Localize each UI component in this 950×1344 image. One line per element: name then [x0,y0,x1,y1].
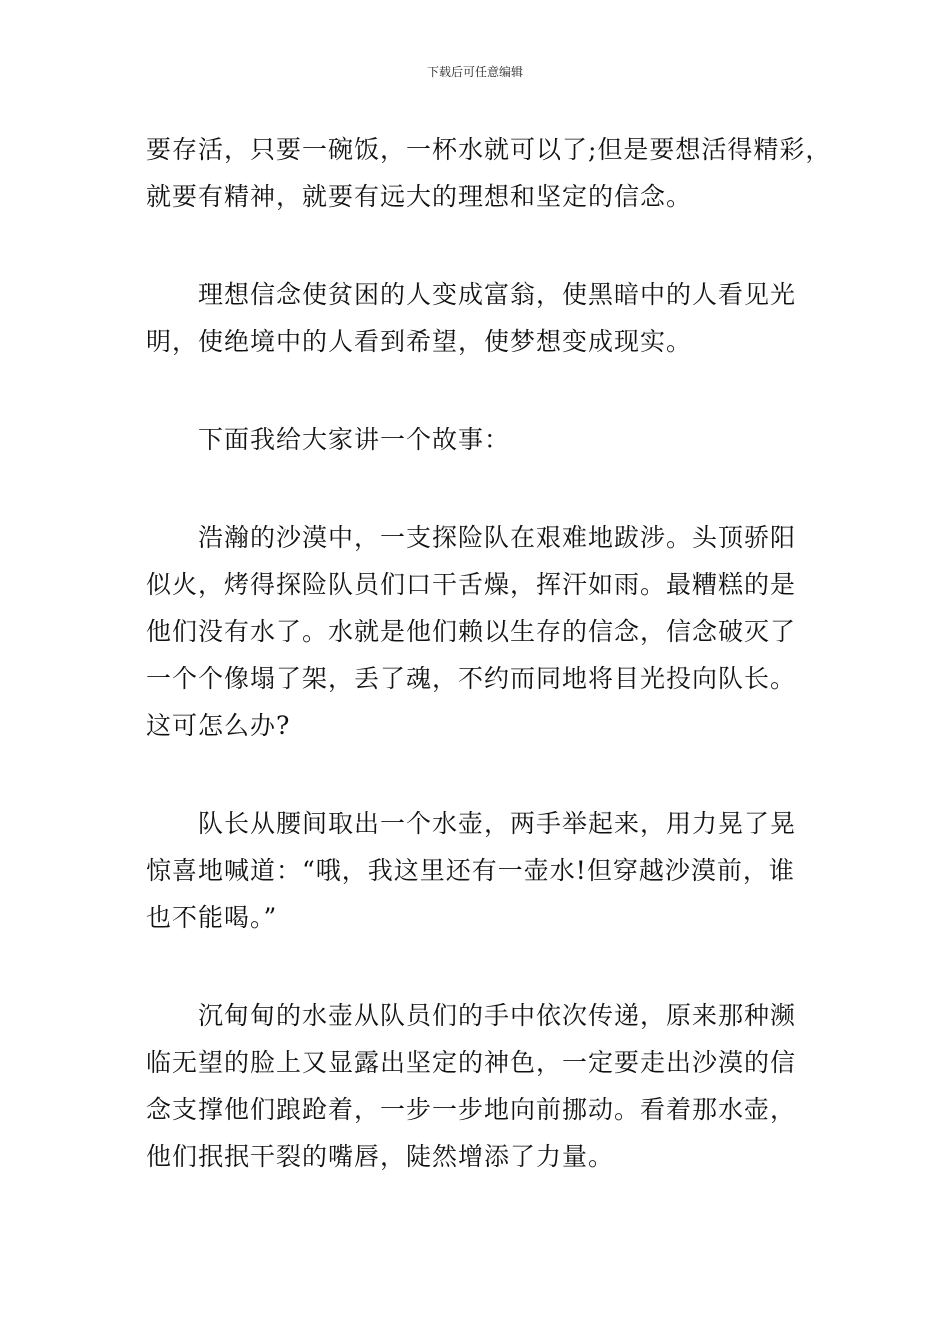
paragraph-1 [146,126,832,220]
paragraph-line: 理想信念使贫困的人变成富翁，使黑暗中的人看见光 [198,280,797,309]
paragraph-4 [146,514,816,749]
paragraph-line: 要存活，只要一碗饭，一杯水就可以了;但是要想活得精彩， [146,135,832,164]
paragraph-line: 也不能喝。” [146,903,278,932]
paragraph-line: 队长从腰间取出一个水壶，两手举起来，用力晃了晃 [198,809,797,838]
paragraph-6 [146,992,816,1180]
paragraph-5 [146,800,816,941]
paragraph-line: 这可怎么办? [146,711,291,740]
page-header: 下载后可任意编辑 [426,65,523,79]
paragraph-line: 临无望的脸上又显露出坚定的神色，一定要走出沙漠的信 [146,1048,797,1077]
paragraph-line: 下面我给大家讲一个故事： [198,425,511,454]
paragraph-line: 似火，烤得探险队员们口干舌燥，挥汗如雨。最糟糕的是 [146,570,797,599]
paragraph-line: 一个个像塌了架，丢了魂，不约而同地将目光投向队长。 [146,664,797,693]
paragraph-line: 他们抿抿干裂的嘴唇，陡然增添了力量。 [146,1142,615,1171]
paragraph-line: 念支撑他们踉跄着，一步一步地向前挪动。看着那水壶， [146,1095,797,1124]
paragraph-line: 沉甸甸的水壶从队员们的手中依次传递，原来那种濒 [198,1001,797,1030]
paragraph-3 [146,416,816,463]
paragraph-line: 惊喜地喊道：“哦，我这里还有一壶水!但穿越沙漠前，谁 [146,856,795,885]
paragraph-line: 浩瀚的沙漠中，一支探险队在艰难地跋涉。头顶骄阳 [198,523,797,552]
paragraph-line: 他们没有水了。水就是他们赖以生存的信念，信念破灭了 [146,617,797,646]
paragraph-line: 就要有精神，就要有远大的理想和坚定的信念。 [146,182,693,211]
document-body [146,126,832,1180]
paragraph-2 [146,271,816,365]
paragraph-line: 明，使绝境中的人看到希望，使梦想变成现实。 [146,327,693,356]
